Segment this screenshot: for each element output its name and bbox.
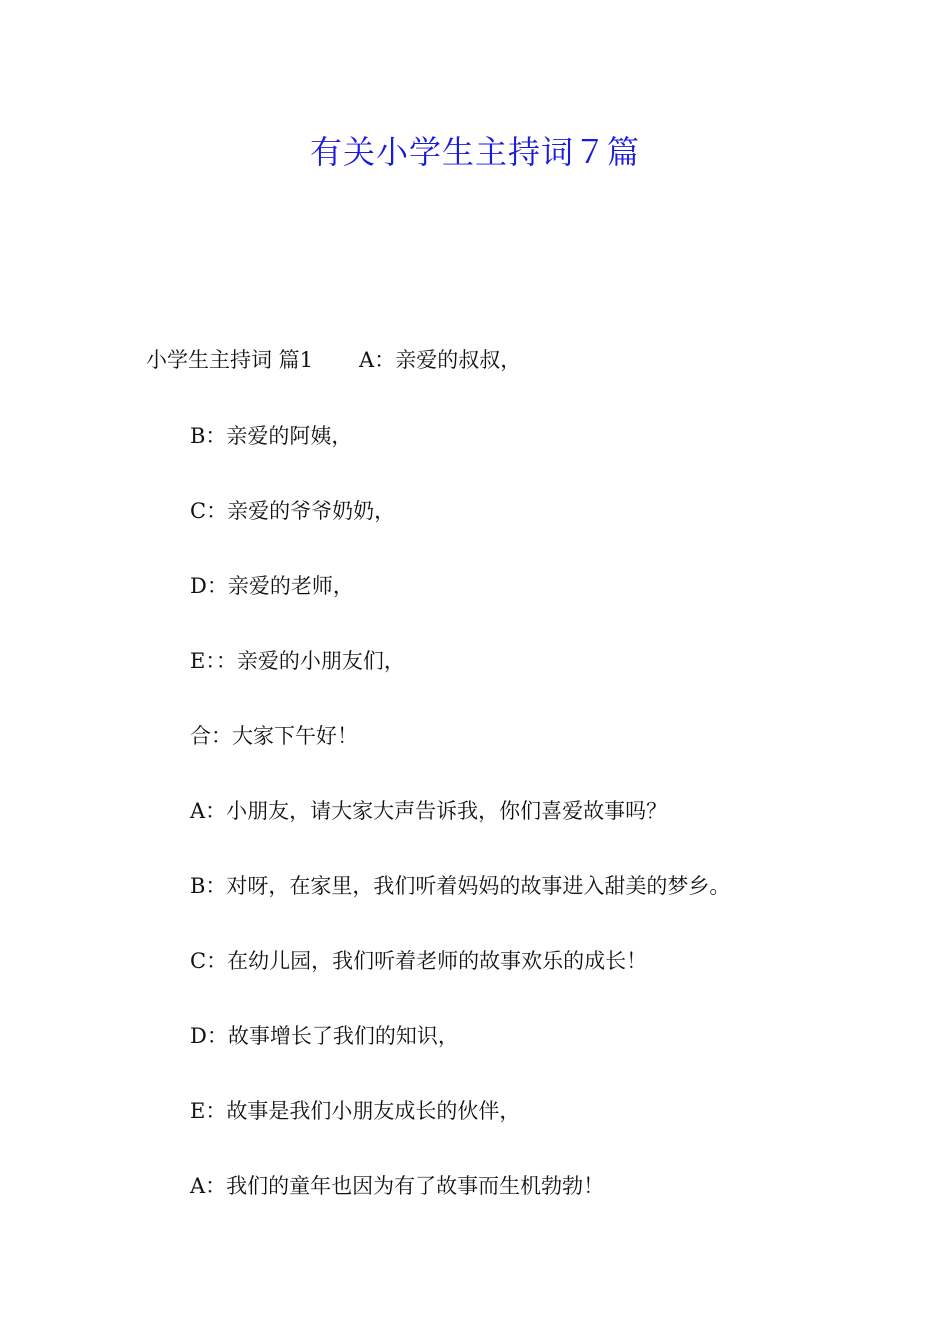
dialogue-list <box>190 418 730 1243</box>
dialogue-line: E：：亲爱的小朋友们， <box>190 649 405 673</box>
dialogue-line-first: A：亲爱的叔叔， <box>359 348 522 372</box>
dialogue-line: E：故事是我们小朋友成长的伙伴， <box>190 1099 521 1123</box>
dialogue-line: A：小朋友，请大家大声告诉我，你们喜爱故事吗？ <box>190 799 668 823</box>
intro-line <box>146 342 521 378</box>
dialogue-line: C：在幼儿园，我们听着老师的故事欢乐的成长！ <box>190 949 648 973</box>
dialogue-line: A：我们的童年也因为有了故事而生机勃勃！ <box>190 1174 605 1198</box>
dialogue-line: B：亲爱的阿姨， <box>190 424 353 448</box>
dialogue-line: D：亲爱的老师， <box>190 574 354 598</box>
dialogue-line: C：亲爱的爷爷奶奶， <box>190 499 396 523</box>
dialogue-line: B：对呀，在家里，我们听着妈妈的故事进入甜美的梦乡。 <box>190 874 731 898</box>
dialogue-line: D：故事增长了我们的知识， <box>190 1024 459 1048</box>
document-title: 有关小学生主持词７篇 <box>309 133 640 171</box>
section-heading: 小学生主持词 篇1 <box>146 348 314 372</box>
dialogue-line: 合：大家下午好！ <box>190 724 358 748</box>
